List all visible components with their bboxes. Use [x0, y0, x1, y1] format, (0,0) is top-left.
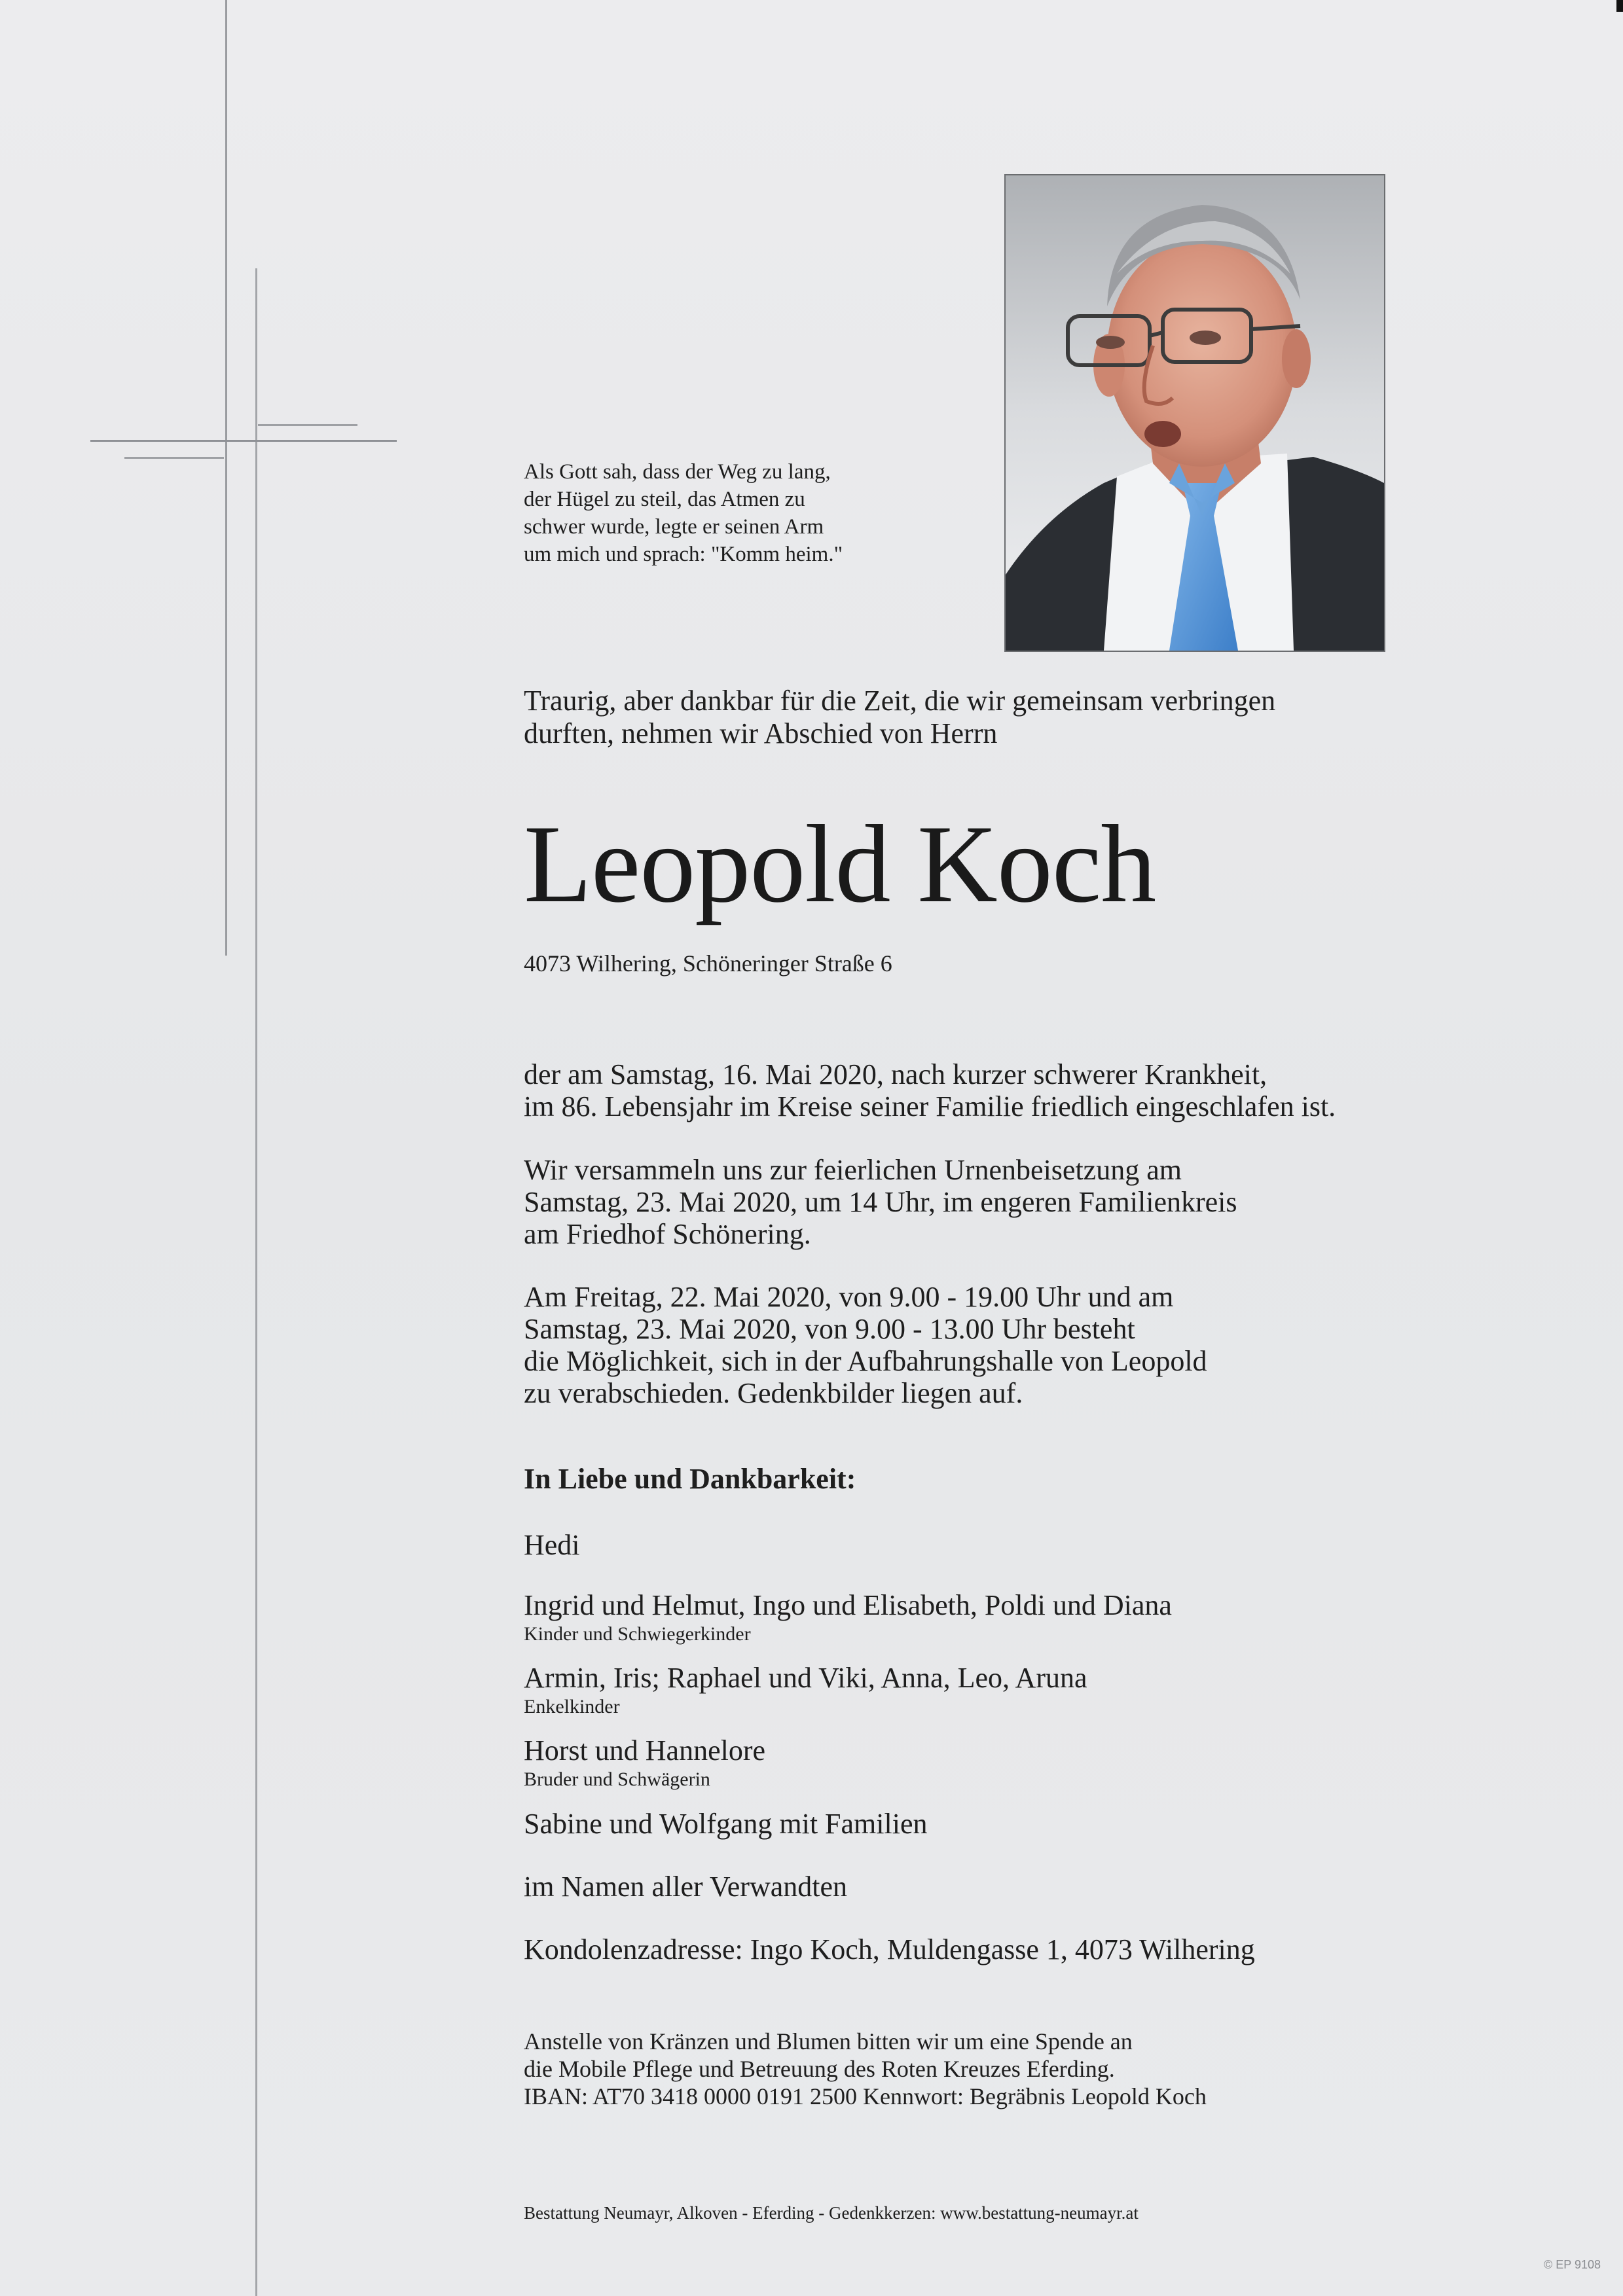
- document-code: © EP 9108: [1544, 2258, 1601, 2271]
- mourner-relation: Kinder und Schwiegerkinder: [524, 1623, 751, 1645]
- cross-vertical-line: [225, 0, 227, 956]
- mourner-names: Horst und Hannelore: [524, 1734, 766, 1767]
- quote-line: Als Gott sah, dass der Weg zu lang,: [524, 460, 831, 484]
- mourner-names: im Namen aller Verwandten: [524, 1871, 848, 1903]
- corner-mark: [1616, 0, 1623, 12]
- paragraph-line: Samstag, 23. Mai 2020, um 14 Uhr, im engeren Familienkreis: [524, 1186, 1237, 1218]
- quote-line: der Hügel zu steil, das Atmen zu: [524, 488, 805, 511]
- quote-line: schwer wurde, legte er seinen Arm: [524, 515, 824, 539]
- deceased-name: Leopold Koch: [524, 802, 1156, 925]
- mourner-relation: Enkelkinder: [524, 1696, 620, 1717]
- paragraph-line: zu verabschieden. Gedenkbilder liegen auf.: [524, 1377, 1023, 1409]
- mourner-names: Ingrid und Helmut, Ingo und Elisabeth, Poldi und Diana: [524, 1589, 1172, 1621]
- paragraph-line: der am Samstag, 16. Mai 2020, nach kurzer schwerer Krankheit,: [524, 1058, 1267, 1090]
- quote-line: um mich und sprach: "Komm heim.": [524, 543, 843, 566]
- paragraph-line: Wir versammeln uns zur feierlichen Urnenbeisetzung am: [524, 1154, 1182, 1186]
- mourners-heading: In Liebe und Dankbarkeit:: [524, 1463, 856, 1495]
- donation-line: Anstelle von Kränzen und Blumen bitten wir um eine Spende an: [524, 2028, 1133, 2054]
- memorial-quote: [524, 458, 930, 568]
- death-notice-paragraph: [524, 1058, 1336, 1122]
- cross-horizontal-line: [90, 440, 397, 442]
- paragraph-line: die Möglichkeit, sich in der Aufbahrungshalle von Leopold: [524, 1345, 1207, 1377]
- portrait-photo: [1004, 174, 1385, 652]
- portrait-illustration: [1006, 175, 1384, 651]
- intro-line: durften, nehmen wir Abschied von Herrn: [524, 717, 998, 749]
- mourner-names: Hedi: [524, 1529, 580, 1561]
- intro-line: Traurig, aber dankbar für die Zeit, die wir gemeinsam verbringen: [524, 685, 1276, 717]
- intro-text: [524, 685, 1275, 750]
- mourner-names: Armin, Iris; Raphael und Viki, Anna, Leo, Aruna: [524, 1662, 1087, 1694]
- cross-horizontal-line-lower: [124, 457, 224, 459]
- donation-line: die Mobile Pflege und Betreuung des Roten Kreuzes Eferding.: [524, 2056, 1115, 2082]
- donation-line: IBAN: AT70 3418 0000 0191 2500 Kennwort: Begräbnis Leopold Koch: [524, 2083, 1207, 2109]
- cross-vertical-line-offset: [255, 268, 257, 2296]
- mourner-relation: Bruder und Schwägerin: [524, 1768, 710, 1790]
- paragraph-line: Am Freitag, 22. Mai 2020, von 9.00 - 19.00 Uhr und am: [524, 1281, 1174, 1313]
- condolence-address: Kondolenzadresse: Ingo Koch, Muldengasse 1, 4073 Wilhering: [524, 1933, 1255, 1965]
- paragraph-line: am Friedhof Schönering.: [524, 1218, 811, 1250]
- mourner-names: Sabine und Wolfgang mit Familien: [524, 1808, 928, 1840]
- cross-horizontal-line-upper: [258, 424, 357, 426]
- footer-text: Bestattung Neumayr, Alkoven - Eferding - Gedenkkerzen: www.bestattung-neumayr.at: [524, 2203, 1139, 2223]
- donation-note: [524, 2028, 1207, 2110]
- paragraph-line: im 86. Lebensjahr im Kreise seiner Familie friedlich eingeschlafen ist.: [524, 1090, 1336, 1122]
- viewing-paragraph: [524, 1281, 1207, 1409]
- burial-paragraph: [524, 1154, 1237, 1250]
- deceased-address: 4073 Wilhering, Schöneringer Straße 6: [524, 950, 892, 977]
- paragraph-line: Samstag, 23. Mai 2020, von 9.00 - 13.00 Uhr besteht: [524, 1313, 1135, 1345]
